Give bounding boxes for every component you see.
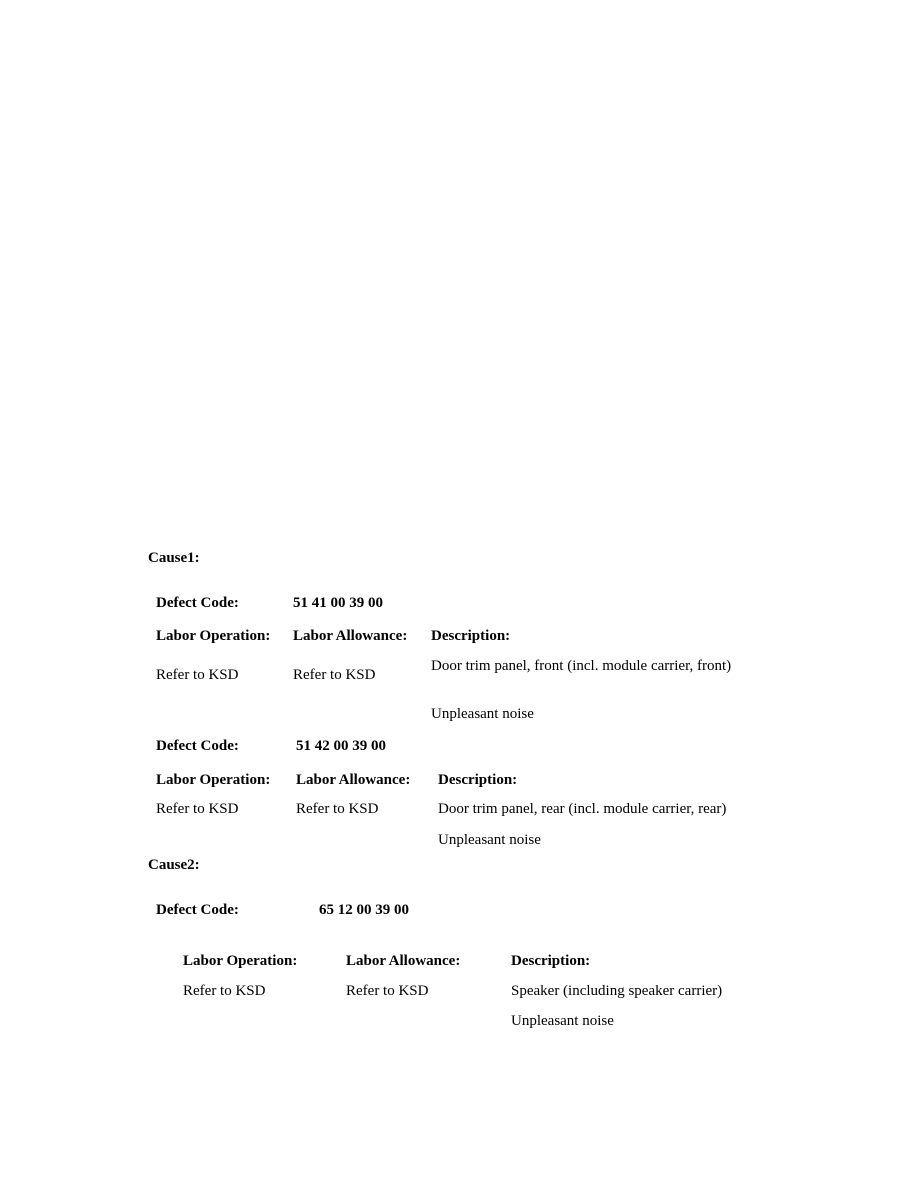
labor-operation-header: Labor Operation: (156, 628, 271, 644)
description-header: Description: (438, 772, 518, 788)
cause-heading: Cause2: (148, 857, 200, 873)
labor-operation-value: Refer to KSD (156, 667, 239, 683)
condition-value: Unpleasant noise (438, 832, 541, 848)
cause-heading: Cause1: (148, 550, 200, 566)
defect-code-label: Defect Code: (156, 738, 239, 754)
labor-allowance-value: Refer to KSD (296, 801, 379, 817)
defect-code-label: Defect Code: (156, 595, 239, 611)
labor-allowance-header: Labor Allowance: (346, 953, 461, 969)
description-value: Door trim panel, front (incl. module carrier, front) (431, 658, 732, 674)
description-header: Description: (431, 628, 511, 644)
defect-code-value: 51 42 00 39 00 (296, 738, 386, 754)
labor-operation-value: Refer to KSD (156, 801, 239, 817)
condition-value: Unpleasant noise (511, 1013, 614, 1029)
labor-allowance-header: Labor Allowance: (296, 772, 411, 788)
labor-operation-header: Labor Operation: (156, 772, 271, 788)
labor-allowance-value: Refer to KSD (293, 667, 376, 683)
condition-value: Unpleasant noise (431, 706, 534, 722)
defect-code-value: 65 12 00 39 00 (319, 902, 409, 918)
labor-allowance-header: Labor Allowance: (293, 628, 408, 644)
description-header: Description: (511, 953, 591, 969)
labor-operation-header: Labor Operation: (183, 953, 298, 969)
labor-allowance-value: Refer to KSD (346, 983, 429, 999)
defect-code-label: Defect Code: (156, 902, 239, 918)
defect-code-value: 51 41 00 39 00 (293, 595, 383, 611)
description-value: Door trim panel, rear (incl. module carrier, rear) (438, 801, 727, 817)
labor-operation-value: Refer to KSD (183, 983, 266, 999)
description-value: Speaker (including speaker carrier) (511, 983, 723, 999)
